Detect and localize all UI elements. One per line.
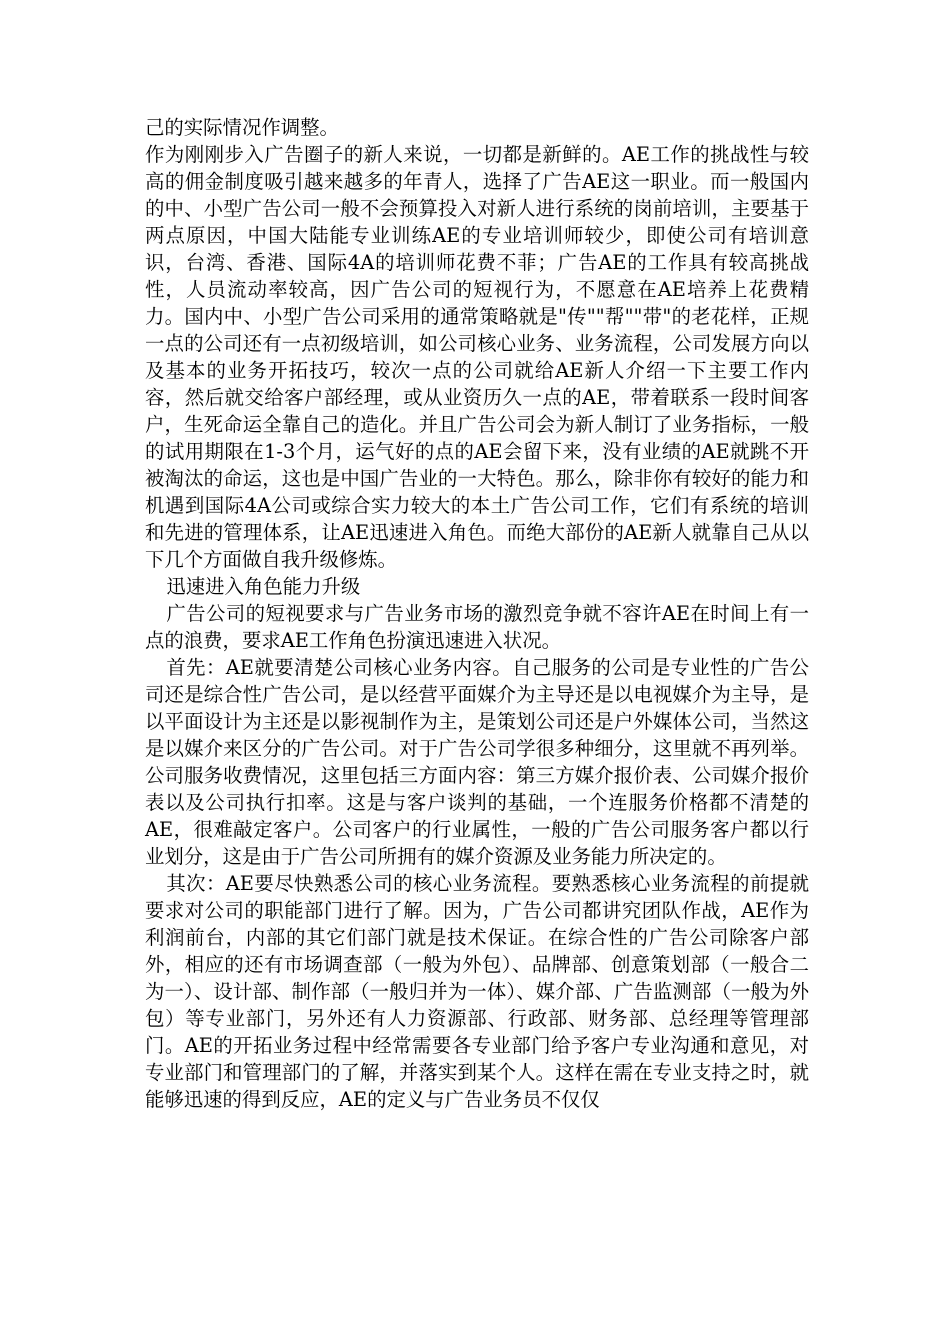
document-page — [145, 114, 809, 1113]
paragraph-competition: 广告公司的短视要求与广告业务市场的激烈竞争就不容许AE在时间上有一点的浪费，要求AE工作角色扮演迅速进入状况。 — [145, 602, 809, 652]
paragraph-intro: 作为刚刚步入广告圈子的新人来说，一切都是新鲜的。AE工作的挑战性与较高的佣金制度吸引越来越多的年青人，选择了广告AE这一职业。而一般国内的中、小型广告公司一般不会预算投入对新人进行系统的岗前培训，主要基于两点原因，中国大陆能专业训练AE的专业培训师较少，即使公司有培训意识，台湾、香港、国际4A的培训师花费不菲；广告AE的工作具有较高挑战性，人员流动率较高，因广告公司的短视行为，不愿意在AE培养上花费精力。国内中、小型广告公司采用的通常策略就是"传""帮""带"的老花样，正规一点的公司还有一点初级培训，如公司核心业务、业务流程，公司发展方向以及基本的业务开拓技巧，较次一点的公司就给AE新人介绍一下主要工作内容，然后就交给客户部经理，或从业资历久一点的AE，带着联系一段时间客户，生死命运全靠自己的造化。并且广告公司会为新人制订了业务指标，一般的试用期限在1-3个月，运气好的点的AE会留下来，没有业绩的AE就跳不开被淘汰的命运，这也是中国广告业的一大特色。那么，除非你有较好的能力和机遇到国际4A公司或综合实力较大的本土广告公司工作，它们有系统的培训和先进的管理体系，让AE迅速进入角色。而绝大部份的AE新人就靠自己从以下几个方面做自我升级修炼。 — [145, 143, 809, 571]
section-heading: 迅速进入角色能力升级 — [166, 575, 361, 598]
paragraph-first: 首先：AE就要清楚公司核心业务内容。自己服务的公司是专业性的广告公司还是综合性广告公司，是以经营平面媒介为主导还是以电视媒介为主导，是以平面设计为主还是以影视制作为主，是策划公司还是户外媒体公司，当然这是以媒介来区分的广告公司。对于广告公司学很多种细分，这里就不再列举。公司服务收费情况，这里包括三方面内容：第三方媒介报价表、公司媒介报价表以及公司执行扣率。这是与客户谈判的基础，一个连服务价格都不清楚的AE，很难敲定客户。公司客户的行业属性，一般的广告公司服务客户都以行业划分，这是由于广告公司所拥有的媒介资源及业务能力所决定的。 — [145, 656, 809, 868]
paragraph-continuation: 己的实际情况作调整。 — [145, 116, 339, 139]
paragraph-second: 其次：AE要尽快熟悉公司的核心业务流程。要熟悉核心业务流程的前提就要求对公司的职能部门进行了解。因为，广告公司都讲究团队作战，AE作为利润前台，内部的其它们部门就是技术保证。在综合性的广告公司除客户部外，相应的还有市场调查部（一般为外包）、品牌部、创意策划部（一般合二为一）、设计部、制作部（一般归并为一体）、媒介部、广告监测部（一般为外包）等专业部门，另外还有人力资源部、行政部、财务部、总经理等管理部门。AE的开拓业务过程中经常需要各专业部门给予客户专业沟通和意见，对专业部门和管理部门的了解，并落实到某个人。这样在需在专业支持之时，就能够迅速的得到反应，AE的定义与广告业务员不仅仅 — [145, 872, 809, 1111]
